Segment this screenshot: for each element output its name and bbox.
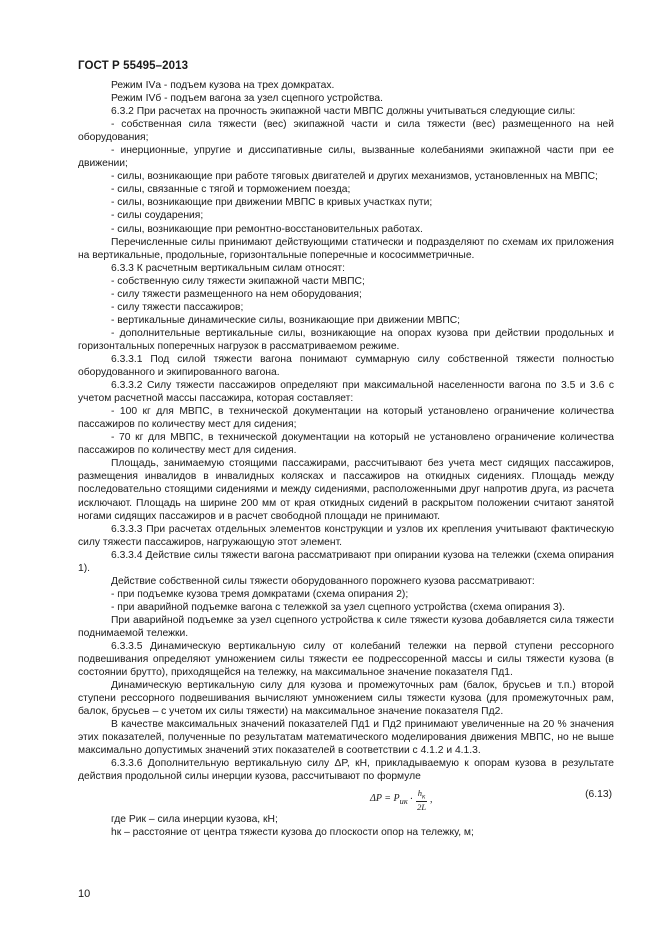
page-number: 10: [78, 888, 91, 900]
paragraph: В качестве максимальных значений показателей Пд1 и Пд2 принимают увеличенные на 20 % значения этих показателей, полученные по результатам математического моделирования движения МВПС, но не выше максимально допустимых значений этих показателей в соответствии с 4.1.2 и 4.1.3.: [78, 719, 614, 757]
paragraph: - силы, возникающие при ремонтно-восстановительных работах.: [111, 223, 423, 235]
formula-lhs: ΔP = P: [370, 792, 400, 804]
paragraph: Динамическую вертикальную силу для кузова и промежуточных рам (балок, брусьев и т.п.) второй ступени рессорного подвешивания вычисляют умножением силы тяжести кузова (для промежуточных рам, балок, брусьев – с учетом их силы тяжести) на максимальное значение показателя Пд2.: [78, 680, 614, 718]
formula-denominator: 2L: [417, 802, 427, 813]
formula-lhs-subscript: ик: [399, 796, 408, 806]
document-body: [78, 79, 614, 839]
paragraph: - 70 кг для МВПС, в технической документации на который не установлено ограничение количества пассажиров по количеству мест для сидения.: [78, 432, 614, 457]
paragraph: - при подъемке кузова тремя домкратами (схема опирания 2);: [111, 588, 409, 600]
paragraph: Площадь, занимаемую стоящими пассажирами, рассчитывают без учета мест сидящих пассажиров, размещения инвалидов в инвалидных колясках и пассажиров на откидных сидениях. Площадь между последовательно стоящими сидениями и между сидениями, расположенными друг напротив друга, из расчета исключают. Площадь на ширине 200 мм от края откидных сидений в раскрытом положении считают занятой ногами сидящих пассажиров и в расчет свободной площади не принимают.: [78, 458, 614, 522]
paragraph: 6.3.3.1 Под силой тяжести вагона понимают суммарную силу собственной тяжести полностью оборудованного и экипированного вагона.: [78, 353, 614, 379]
paragraph: - силы, связанные с тягой и торможением поезда;: [111, 184, 351, 196]
paragraph: - вертикальные динамические силы, возникающие при движении МВПС;: [111, 314, 461, 326]
paragraph: - силы соударения;: [111, 210, 204, 222]
paragraph: - собственную силу тяжести экипажной части МВПС;: [111, 275, 365, 287]
paragraph: - 100 кг для МВПС, в технической документации на который установлено ограничение количества пассажиров по количеству мест для сидения;: [78, 406, 614, 431]
document-header: ГОСТ Р 55495–2013: [78, 60, 189, 72]
equation-number: (6.13): [585, 788, 612, 800]
paragraph: Режим IVб - подъем вагона за узел сцепного устройства.: [111, 93, 383, 105]
paragraph: 6.3.3 К расчетным вертикальным силам относят:: [111, 262, 346, 274]
paragraph: 6.3.3.3 При расчетах отдельных элементов конструкции и узлов их крепления учитывают фактическую силу тяжести пассажиров, нагружающую этот элемент.: [78, 523, 614, 548]
paragraph: - при аварийной подъемке вагона с тележкой за узел сцепного устройства (схема опирания 3).: [111, 601, 566, 613]
formula-numerator-subscript: к: [422, 792, 426, 801]
paragraph: - силу тяжести размещенного на нем оборудования;: [111, 288, 362, 300]
paragraph: 6.3.3.4 Действие силы тяжести вагона рассматривают при опирании кузова на тележки (схема опирания 1).: [78, 549, 614, 574]
paragraph: 6.3.2 При расчетах на прочность экипажной части МВПС должны учитываться следующие силы:: [111, 106, 576, 118]
definition: hк – расстояние от центра тяжести кузова до плоскости опор на тележку, м;: [111, 826, 474, 838]
paragraph: - силу тяжести пассажиров;: [111, 301, 244, 313]
paragraph: Действие собственной силы тяжести оборудованного порожнего кузова рассматривают:: [111, 575, 535, 587]
formula-6-13: [370, 788, 433, 813]
paragraph: - дополнительные вертикальные силы, возникающие на опорах кузова при действии продольных и горизонтальных поперечных нагрузок в рассматриваемом режиме.: [78, 327, 614, 352]
paragraph: - инерционные, упругие и диссипативные силы, вызванные колебаниями экипажной части при ее движении;: [78, 145, 614, 170]
formula-block: [78, 786, 614, 811]
paragraph: 6.3.3.2 Силу тяжести пассажиров определяют при максимальной населенности вагона по 3.5 и 3.6 с учетом расчетной массы пассажира, которая составляет:: [78, 380, 614, 405]
paragraph: - силы, возникающие при работе тяговых двигателей и других механизмов, установленных на МВПС;: [111, 171, 598, 183]
formula-multiply: ·: [409, 794, 414, 806]
paragraph: При аварийной подъемке за узел сцепного устройства к силе тяжести кузова добавляется сила тяжести поднимаемой тележки.: [78, 614, 614, 639]
formula-numerator: h: [417, 787, 423, 798]
paragraph: 6.3.3.5 Динамическую вертикальную силу от колебаний тележки на первой ступени рессорного подвешивания определяют умножением силы тяжести ее подрессоренной массы и силы тяжести кузова (в состоянии брутто), приходящейся на тележку, на максимальное значение показателя Пд1.: [78, 641, 614, 679]
formula-tail: ,: [430, 794, 433, 806]
paragraph: 6.3.3.6 Дополнительную вертикальную силу ΔP, кН, прикладываемую к опорам кузова в результате действия продольной силы инерции кузова, рассчитывают по формуле: [78, 758, 614, 783]
paragraph: - силы, возникающие при движении МВПС в кривых участках пути;: [111, 197, 433, 209]
formula-fraction: [415, 788, 428, 813]
definition: где Pик – сила инерции кузова, кН;: [111, 813, 278, 825]
paragraph: Режим IVа - подъем кузова на трех домкратах.: [111, 80, 335, 91]
paragraph: - собственная сила тяжести (вес) экипажной части и сила тяжести (вес) размещенного на ней оборудования;: [78, 119, 614, 144]
paragraph: Перечисленные силы принимают действующими статически и подразделяют по схемам их приложения на вертикальные, продольные, горизонтальные поперечные и кососимметричные.: [78, 236, 614, 261]
